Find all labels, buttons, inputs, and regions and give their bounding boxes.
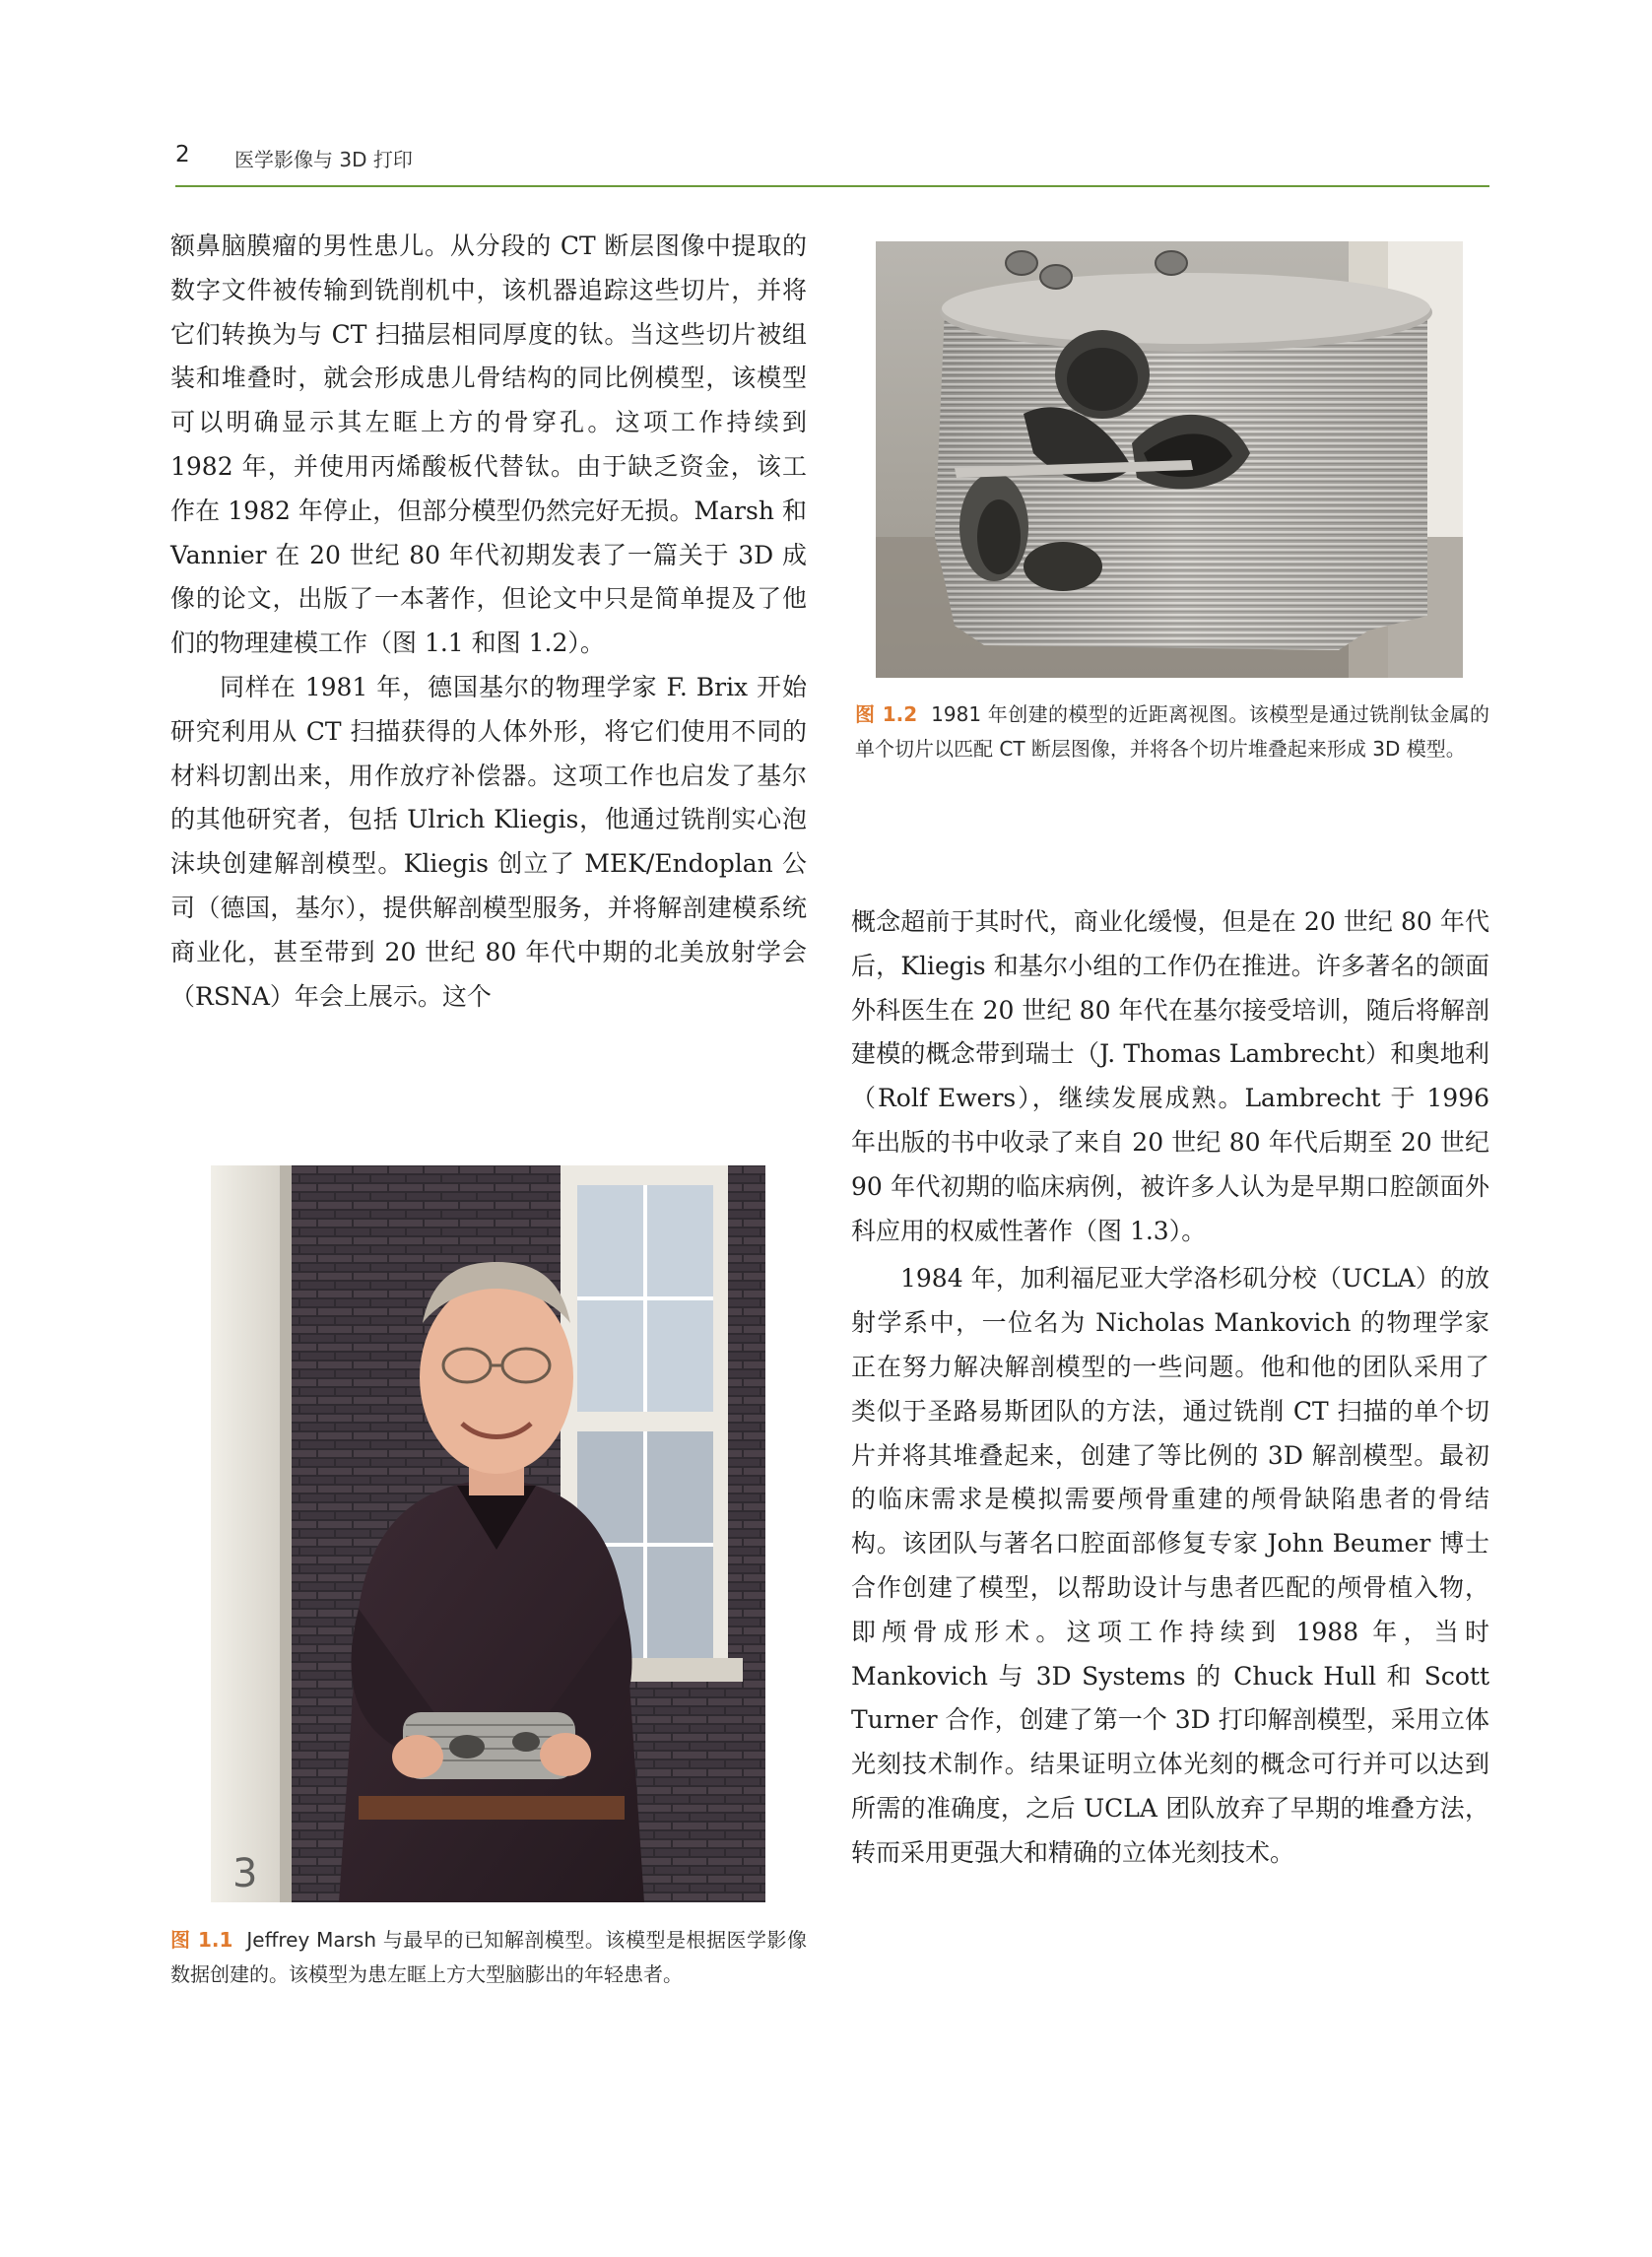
- figure-label: 图 1.1: [170, 1928, 233, 1952]
- svg-text:3: 3: [232, 1851, 258, 1896]
- right-column: [851, 900, 1489, 1876]
- titanium-model-photo: [876, 241, 1463, 678]
- figure-1-2-caption: [855, 697, 1489, 766]
- paragraph: 同样在 1981 年，德国基尔的物理学家 F. Brix 开始研究利用从 CT 扫描获得的人体外形，将它们使用不同的材料切割出来，用作放疗补偿器。这项工作也启发了基尔的其他研究者，包括 Ulrich Kliegis，他通过铣削实心泡沫块创建解剖模型。Kliegis 创立了 MEK/Endoplan 公司（德国，基尔），提供解剖模型服务，并将解剖建模系统商业化，甚至带到 20 世纪 80 年代中期的北美放射学会（RSNA）年会上展示。这个: [170, 672, 807, 1011]
- paragraph: 1984 年，加利福尼亚大学洛杉矶分校（UCLA）的放射学系中，一位名为 Nicholas Mankovich 的物理学家正在努力解决解剖模型的一些问题。他和他的团队采用了类似于圣路易斯团队的方法，通过铣削 CT 扫描的单个切片并将其堆叠起来，创建了等比例的 3D 解剖模型。最初的临床需求是模拟需要颅骨重建的颅骨缺陷患者的骨结构。该团队与著名口腔面部修复专家 John Beumer 博士合作创建了模型，以帮助设计与患者匹配的颅骨植入物，即颅骨成形术。这项工作持续到 1988 年，当时 Mankovich 与 3D Systems 的 Chuck Hull 和 Scott Turner 合作，创建了第一个 3D 打印解剖模型，采用立体光刻技术制作。结果证明立体光刻的概念可行并可以达到所需的准确度，之后 UCLA 团队放弃了早期的堆叠方法，转而采用更强大和精确的立体光刻技术。: [851, 1264, 1489, 1867]
- figure-1-1-photo: [211, 1165, 765, 1902]
- portrait-photo: [211, 1165, 765, 1902]
- figure-1-1-caption: [170, 1923, 807, 1992]
- caption-text: Jeffrey Marsh 与最早的已知解剖模型。该模型是根据医学影像数据创建的。该模型为患左眶上方大型脑膨出的年轻患者。: [170, 1928, 807, 1986]
- running-head: [175, 140, 1489, 187]
- page-number: 2: [175, 142, 190, 167]
- caption-text: 1981 年创建的模型的近距离视图。该模型是通过铣削钛金属的单个切片以匹配 CT 断层图像，并将各个切片堆叠起来形成 3D 模型。: [855, 702, 1489, 761]
- book-title: 医学影像与 3D 打印: [234, 148, 413, 171]
- paragraph: 额鼻脑膜瘤的男性患儿。从分段的 CT 断层图像中提取的数字文件被传输到铣削机中，该机器追踪这些切片，并将它们转换为与 CT 扫描层相同厚度的钛。当这些切片被组装和堆叠时，就会形成患儿骨结构的同比例模型，该模型可以明确显示其左眶上方的骨穿孔。这项工作持续到 1982 年，并使用丙烯酸板代替钛。由于缺乏资金，该工作在 1982 年停止，但部分模型仍然完好无损。Marsh 和 Vannier 在 20 世纪 80 年代初期发表了一篇关于 3D 成像的论文，出版了一本著作，但论文中只是简单提及了他们的物理建模工作（图 1.1 和图 1.2）。: [170, 232, 807, 658]
- figure-1-2-photo: [876, 241, 1463, 678]
- figure-label: 图 1.2: [855, 702, 918, 726]
- paragraph: 概念超前于其时代，商业化缓慢，但是在 20 世纪 80 年代后，Kliegis 和基尔小组的工作仍在推进。许多著名的颌面外科医生在 20 世纪 80 年代在基尔接受培训，随后将解剖建模的概念带到瑞士（J. Thomas Lambrecht）和奥地利（Rolf Ewers），继续发展成熟。Lambrecht 于 1996 年出版的书中收录了来自 20 世纪 80 年代后期至 20 世纪 90 年代初期的临床病例，被许多人认为是早期口腔颌面外科应用的权威性著作（图 1.3）。: [851, 907, 1489, 1245]
- left-column: [170, 225, 807, 1019]
